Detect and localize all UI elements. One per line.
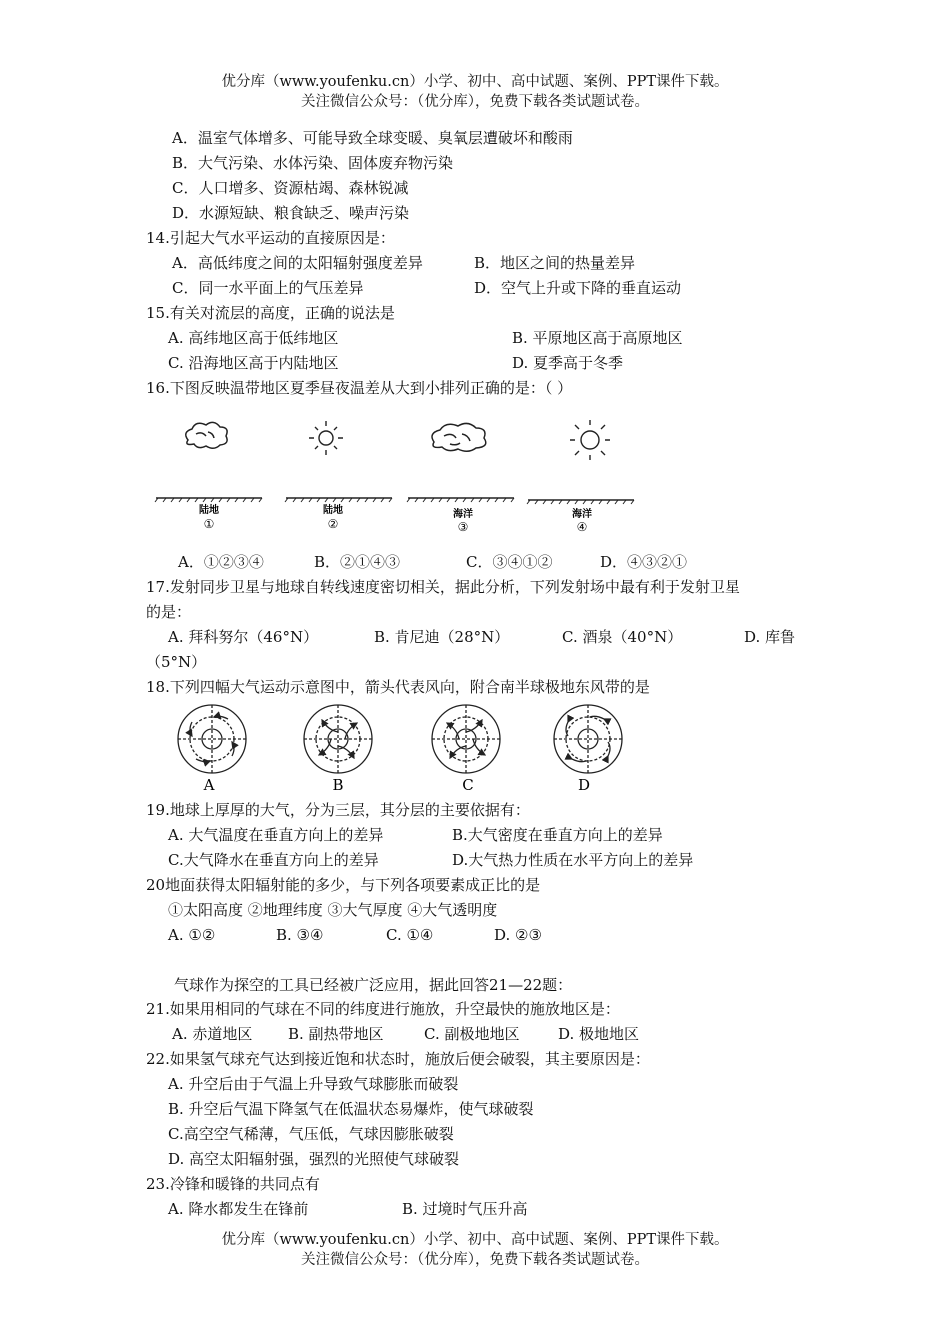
sun-icon bbox=[309, 421, 343, 455]
q19-option-d: D.大气热力性质在水平方向上的差异 bbox=[452, 851, 694, 869]
q17-option-a: A. 拜科努尔（46°N） bbox=[168, 628, 319, 646]
q21-option-b: B. 副热带地区 bbox=[288, 1025, 384, 1043]
q21-option-d: D. 极地地区 bbox=[558, 1025, 640, 1043]
q14-option-c: C．同一水平面上的气压差异 bbox=[172, 279, 364, 297]
q18-stem: 18.下列四幅大气运动示意图中，箭头代表风向，附合南半球极地东风带的是 bbox=[146, 678, 650, 696]
q15-stem: 15.有关对流层的高度，正确的说法是 bbox=[146, 304, 395, 322]
q21-stem: 21.如果用相同的气球在不同的纬度进行施放，升空最快的施放地区是： bbox=[146, 1000, 620, 1018]
q22-stem: 22.如果氢气球充气达到接近饱和状态时，施放后便会破裂，其主要原因是： bbox=[146, 1050, 650, 1068]
q16-surface-4: 海洋 bbox=[572, 509, 592, 520]
q17-option-c: C. 酒泉（40°N） bbox=[562, 628, 683, 646]
q21-option-c: C. 副极地地区 bbox=[424, 1025, 520, 1043]
q22-option-a: A. 升空后由于气温上升导致气球膨胀而破裂 bbox=[168, 1075, 459, 1093]
header-line-1: 优分库（www.youfenku.cn）小学、初中、高中试题、案例、PPT课件下载。 bbox=[221, 74, 729, 90]
q14-option-d: D．空气上升或下降的垂直运动 bbox=[474, 279, 682, 297]
q16-panel-3 bbox=[407, 423, 514, 534]
q20-option-d: D. ②③ bbox=[494, 926, 542, 944]
q16-panel-1 bbox=[155, 422, 262, 531]
q23-option-a: A. 降水都发生在锋前 bbox=[168, 1200, 309, 1218]
q14-option-b: B．地区之间的热量差异 bbox=[474, 254, 636, 272]
q13-option-d: D．水源短缺、粮食缺乏、噪声污染 bbox=[172, 204, 410, 222]
q19-option-b: B.大气密度在垂直方向上的差异 bbox=[452, 826, 663, 844]
q16-surface-1: 陆地 bbox=[199, 505, 219, 516]
q16-panel-2 bbox=[285, 421, 392, 531]
q16-option-d: D．④③②① bbox=[600, 553, 688, 571]
q19-stem: 19.地球上厚厚的大气，分为三层，其分层的主要依据有： bbox=[146, 801, 530, 819]
q19-option-a: A. 大气温度在垂直方向上的差异 bbox=[168, 826, 384, 844]
q16-num-1: ① bbox=[203, 517, 215, 531]
sun-icon bbox=[570, 420, 610, 460]
q16-stem: 16.下图反映温带地区夏季昼夜温差从大到小排列正确的是：（ ） bbox=[146, 379, 573, 397]
q16-figure bbox=[150, 412, 650, 542]
q20-option-b: B. ③④ bbox=[276, 926, 324, 944]
q18-label-b: B bbox=[332, 776, 344, 794]
q17-option-d-continued: （5°N） bbox=[146, 653, 207, 671]
q18-diagram-c bbox=[432, 705, 500, 773]
q19-option-c: C.大气降水在垂直方向上的差异 bbox=[168, 851, 379, 869]
q16-panel-4 bbox=[527, 420, 634, 534]
q17-option-d: D. 库鲁 bbox=[744, 628, 796, 646]
q16-option-a: A．①②③④ bbox=[178, 553, 264, 571]
q22-option-b: B. 升空后气温下降氢气在低温状态易爆炸，使气球破裂 bbox=[168, 1100, 534, 1118]
q18-diagram-a bbox=[178, 705, 246, 773]
q22-option-d: D. 高空太阳辐射强，强烈的光照使气球破裂 bbox=[168, 1150, 460, 1168]
q18-label-a: A bbox=[203, 776, 215, 794]
cloud-icon bbox=[432, 423, 486, 451]
q21-option-a: A. 赤道地区 bbox=[172, 1025, 253, 1043]
q18-label-d: D bbox=[577, 776, 591, 794]
q15-option-b: B. 平原地区高于高原地区 bbox=[512, 329, 683, 347]
q14-option-a: A．高低纬度之间的太阳辐射强度差异 bbox=[172, 254, 423, 272]
q20-stem: 20地面获得太阳辐射能的多少，与下列各项要素成正比的是 bbox=[146, 876, 541, 894]
q23-stem: 23.冷锋和暖锋的共同点有 bbox=[146, 1175, 320, 1193]
footer-line-2: 关注微信公众号：（优分库），免费下载各类试题试卷。 bbox=[301, 1252, 649, 1268]
q16-surface-3: 海洋 bbox=[453, 509, 473, 520]
footer-line-1: 优分库（www.youfenku.cn）小学、初中、高中试题、案例、PPT课件下载。 bbox=[221, 1232, 729, 1248]
q13-option-a: A．温室气体增多、可能导致全球变暖、臭氧层遭破坏和酸雨 bbox=[172, 129, 573, 147]
q18-label-c: C bbox=[462, 776, 474, 794]
q17-stem-line-1: 17.发射同步卫星与地球自转线速度密切相关，据此分析，下列发射场中最有利于发射卫星 bbox=[146, 578, 740, 596]
q17-stem-line-2: 的是： bbox=[146, 603, 192, 621]
q20-items: ①太阳高度 ②地理纬度 ③大气厚度 ④大气透明度 bbox=[168, 901, 498, 919]
q16-num-3: ③ bbox=[457, 520, 469, 534]
q16-num-4: ④ bbox=[576, 520, 588, 534]
q20-option-a: A. ①② bbox=[168, 926, 216, 944]
q13-option-b: B．大气污染、水体污染、固体废弃物污染 bbox=[172, 154, 454, 172]
cloud-icon bbox=[186, 422, 227, 448]
header-line-2: 关注微信公众号：（优分库），免费下载各类试题试卷。 bbox=[301, 94, 649, 110]
q15-option-c: C. 沿海地区高于内陆地区 bbox=[168, 354, 339, 372]
q18-diagram-d bbox=[554, 705, 622, 773]
q18-figure bbox=[176, 704, 636, 796]
q13-option-c: C．人口增多、资源枯竭、森林锐减 bbox=[172, 179, 409, 197]
q23-option-b: B. 过境时气压升高 bbox=[402, 1200, 528, 1218]
q22-option-c: C.高空空气稀薄，气压低，气球因膨胀破裂 bbox=[168, 1125, 454, 1143]
q21-22-intro: 气球作为探空的工具已经被广泛应用，据此回答21—22题： bbox=[174, 976, 573, 994]
q16-surface-2: 陆地 bbox=[323, 505, 343, 516]
q16-option-c: C．③④①② bbox=[466, 553, 553, 571]
q15-option-d: D. 夏季高于冬季 bbox=[512, 354, 624, 372]
q20-option-c: C. ①④ bbox=[386, 926, 434, 944]
q15-option-a: A. 高纬地区高于低纬地区 bbox=[168, 329, 339, 347]
q16-option-b: B．②①④③ bbox=[314, 553, 401, 571]
q17-option-b: B. 肯尼迪（28°N） bbox=[374, 628, 510, 646]
q16-num-2: ② bbox=[327, 517, 339, 531]
q18-diagram-b bbox=[304, 705, 372, 773]
q14-stem: 14.引起大气水平运动的直接原因是： bbox=[146, 229, 395, 247]
